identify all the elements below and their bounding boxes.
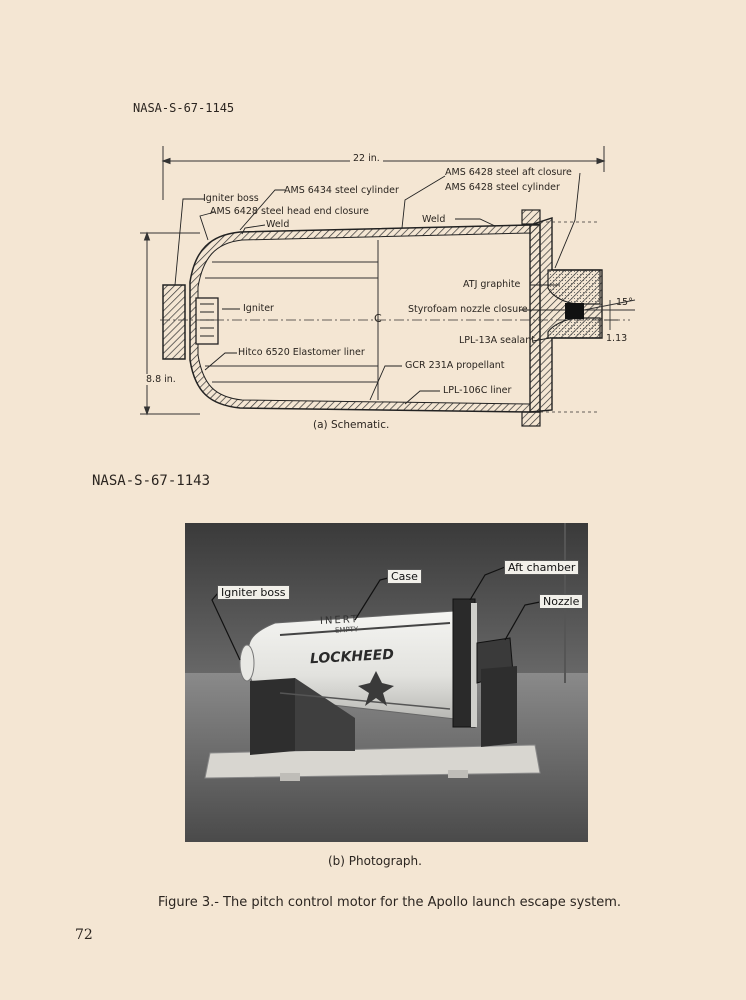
photo-logo-text: LOCKHEED: [309, 646, 395, 668]
photo-stencil-empty: EMPTY: [334, 625, 359, 635]
page-number: 72: [75, 927, 93, 943]
label-steel-cylinder-6428: AMS 6428 steel cylinder: [445, 182, 560, 193]
label-lpl-liner: LPL-106C liner: [443, 385, 512, 396]
label-steel-cylinder-6434: AMS 6434 steel cylinder: [284, 185, 399, 196]
label-igniter-boss: Igniter boss: [203, 193, 259, 204]
photo-stencil-inert: INERT: [319, 613, 360, 628]
label-hitco-liner: Hitco 6520 Elastomer liner: [238, 347, 365, 358]
photo-label-case: Case: [387, 569, 422, 584]
label-propellant: GCR 231A propellant: [405, 360, 505, 371]
dim-length-label: 22 in.: [350, 153, 383, 164]
photo-label-igniter-boss: Igniter boss: [217, 585, 290, 600]
figure-caption: Figure 3.- The pitch control motor for the Apollo launch escape system.: [158, 895, 622, 910]
photo-label-nozzle: Nozzle: [539, 594, 583, 609]
label-sealant: LPL-13A sealant: [459, 335, 536, 346]
label-weld-right: Weld: [422, 214, 446, 225]
schematic-caption: (a) Schematic.: [313, 419, 390, 431]
label-aft-closure: AMS 6428 steel aft closure: [445, 167, 572, 178]
label-styrofoam: Styrofoam nozzle closure: [408, 304, 528, 315]
ref-number-top: NASA-S-67-1145: [133, 101, 235, 115]
label-weld-left: Weld: [266, 219, 290, 230]
angle-label: 15°: [616, 297, 633, 308]
dim-height-label: 8.8 in.: [146, 374, 176, 385]
centerline-symbol: C: [374, 312, 382, 325]
label-head-end-closure: AMS 6428 steel head end closure: [210, 206, 369, 217]
dim-113-label: 1.13: [606, 333, 628, 344]
label-atj-graphite: ATJ graphite: [463, 279, 521, 290]
label-igniter: Igniter: [243, 303, 274, 314]
photo-label-aft-chamber: Aft chamber: [504, 560, 579, 575]
photo-caption: (b) Photograph.: [328, 854, 422, 868]
ref-number-mid: NASA-S-67-1143: [92, 473, 211, 489]
